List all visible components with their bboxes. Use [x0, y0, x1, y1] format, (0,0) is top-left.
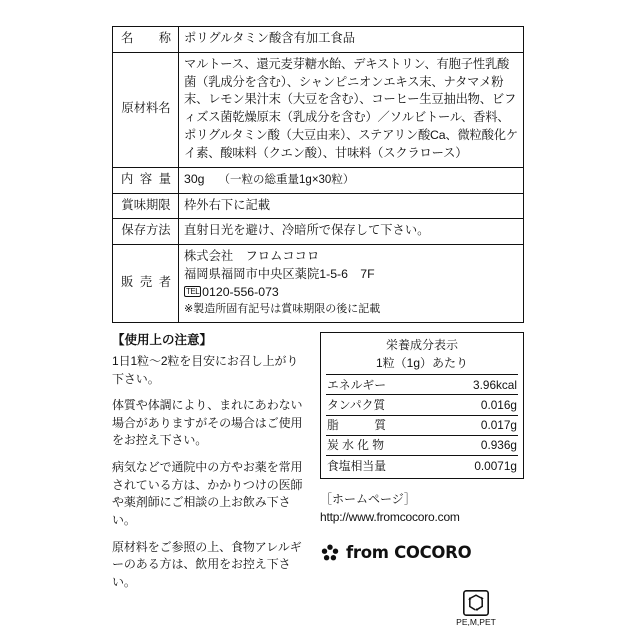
- nutrition-value: 3.96kcal: [436, 375, 519, 395]
- row-label-storage: 保存方法: [113, 219, 179, 245]
- row-label-char: 内: [121, 171, 134, 186]
- nutrition-row: [326, 415, 518, 435]
- row-value-storage: 直射日光を避け、冷暗所で保存して下さい。: [179, 219, 524, 245]
- row-value-content-amount: [179, 167, 524, 193]
- row-label-char: 称: [158, 31, 171, 45]
- nutrition-name: 食塩相当量: [326, 456, 436, 476]
- nutrition-title: 栄養成分表示: [385, 337, 458, 352]
- plastic-recycle-icon: [463, 590, 489, 616]
- row-label-seller: [113, 245, 179, 322]
- nutrition-name: タンパク質: [326, 395, 436, 415]
- row-label-char: 者: [158, 275, 171, 290]
- caution-paragraph: 病気などで通院中の方やお薬を常用されている方は、かかりつけの医師や薬剤師にご相談の上お飲み下さい。: [112, 460, 303, 527]
- label-content: [112, 26, 524, 629]
- nutrition-row: [326, 395, 518, 415]
- row-label-content-amount: [113, 167, 179, 193]
- seller-company: 株式会社 フロムココロ: [184, 249, 320, 264]
- caution-title: 【使用上の注意】: [112, 332, 213, 347]
- row-value-best-before: 枠外右下に記載: [179, 193, 524, 219]
- row-value-ingredients: マルトース、還元麦芽糖水飴、デキストリン、有胞子性乳酸菌（乳成分を含む）、シャンピニオンエキス末、ナタマメ粉末、レモン果汁末（大豆を含む）、コーヒー生豆抽出物、ビフィズス菌乾燥原末（乳成分を含む）／ソルビトール、香料、ポリグルタミン酸（大豆由来）、ステアリン酸Ca、微粒酸化ケイ素、酸味料（クエン酸）、甘味料（スクラロース）: [179, 52, 524, 167]
- brand-name: from COCORO: [346, 542, 472, 562]
- row-label-char: 名: [121, 31, 134, 45]
- row-label-char: 販: [121, 275, 134, 290]
- row-label-ingredients: 原材料名: [113, 52, 179, 167]
- brand-logo: [320, 542, 524, 565]
- caution-paragraph: 体質や体調により、まれにあわない場合がありますがその場合はご使用をお控え下さい。: [112, 398, 303, 448]
- nutrition-value: 0.0071g: [436, 456, 519, 476]
- seller-address: 福岡県福岡市中央区薬院1-5-6 7F: [184, 267, 375, 282]
- seller-phone: 0120-556-073: [202, 284, 279, 299]
- table-row-name: [113, 27, 524, 53]
- table-row-storage: [113, 219, 524, 245]
- row-value-name: ポリグルタミン酸含有加工食品: [179, 27, 524, 53]
- table-row-seller: [113, 245, 524, 322]
- nutrition-name: 炭 水 化 物: [326, 435, 436, 455]
- homepage-title: ［ホームページ］: [320, 492, 416, 507]
- row-label-best-before: 賞味期限: [113, 193, 179, 219]
- row-label-name: [113, 27, 179, 53]
- table-row-ingredients: [113, 52, 524, 167]
- nutrition-column: [320, 332, 524, 629]
- caution-paragraph: 原材料をご参照の上、食物アレルギーのある方は、飲用をお控え下さい。: [112, 539, 302, 589]
- recycle-material-label: PE,M,PET: [456, 617, 496, 628]
- nutrition-value: 0.936g: [436, 435, 519, 455]
- seller-production-note: ※製造所固有記号は賞味期限の後に記載: [184, 302, 381, 315]
- homepage-url[interactable]: http://www.fromcocoro.com: [320, 509, 460, 524]
- row-label-char: 容: [139, 171, 153, 186]
- recycle-mark-block: [448, 590, 504, 629]
- table-row-best-before: [113, 193, 524, 219]
- caution-column: [112, 332, 320, 629]
- lower-section: [112, 332, 524, 629]
- content-weight: 30g: [184, 171, 205, 186]
- row-value-seller: [179, 245, 524, 322]
- caution-paragraph: 1日1粒～2粒を目安にお召し上がり下さい。: [112, 353, 299, 386]
- telephone-icon: TEL: [186, 286, 200, 296]
- nutrition-row: [326, 435, 518, 455]
- row-label-char: 売: [139, 275, 153, 290]
- nutrition-table: [326, 374, 518, 475]
- nutrition-value: 0.016g: [436, 395, 519, 415]
- nutrition-box: [320, 332, 524, 480]
- seller-phone-line: [184, 284, 519, 302]
- nutrition-name: 脂 質: [326, 415, 436, 435]
- nutrition-row: [326, 375, 518, 395]
- row-label-char: 量: [158, 171, 171, 186]
- nutrition-basis: 1粒（1g）あたり: [375, 355, 469, 370]
- specification-table: [112, 26, 524, 323]
- nutrition-row: [326, 456, 518, 476]
- nutrition-name: エネルギー: [326, 375, 436, 395]
- table-row-content-amount: [113, 167, 524, 193]
- nutrition-value: 0.017g: [436, 415, 519, 435]
- content-note: （一粒の総重量1g×30粒）: [218, 173, 355, 186]
- flower-logo-icon: [320, 543, 340, 563]
